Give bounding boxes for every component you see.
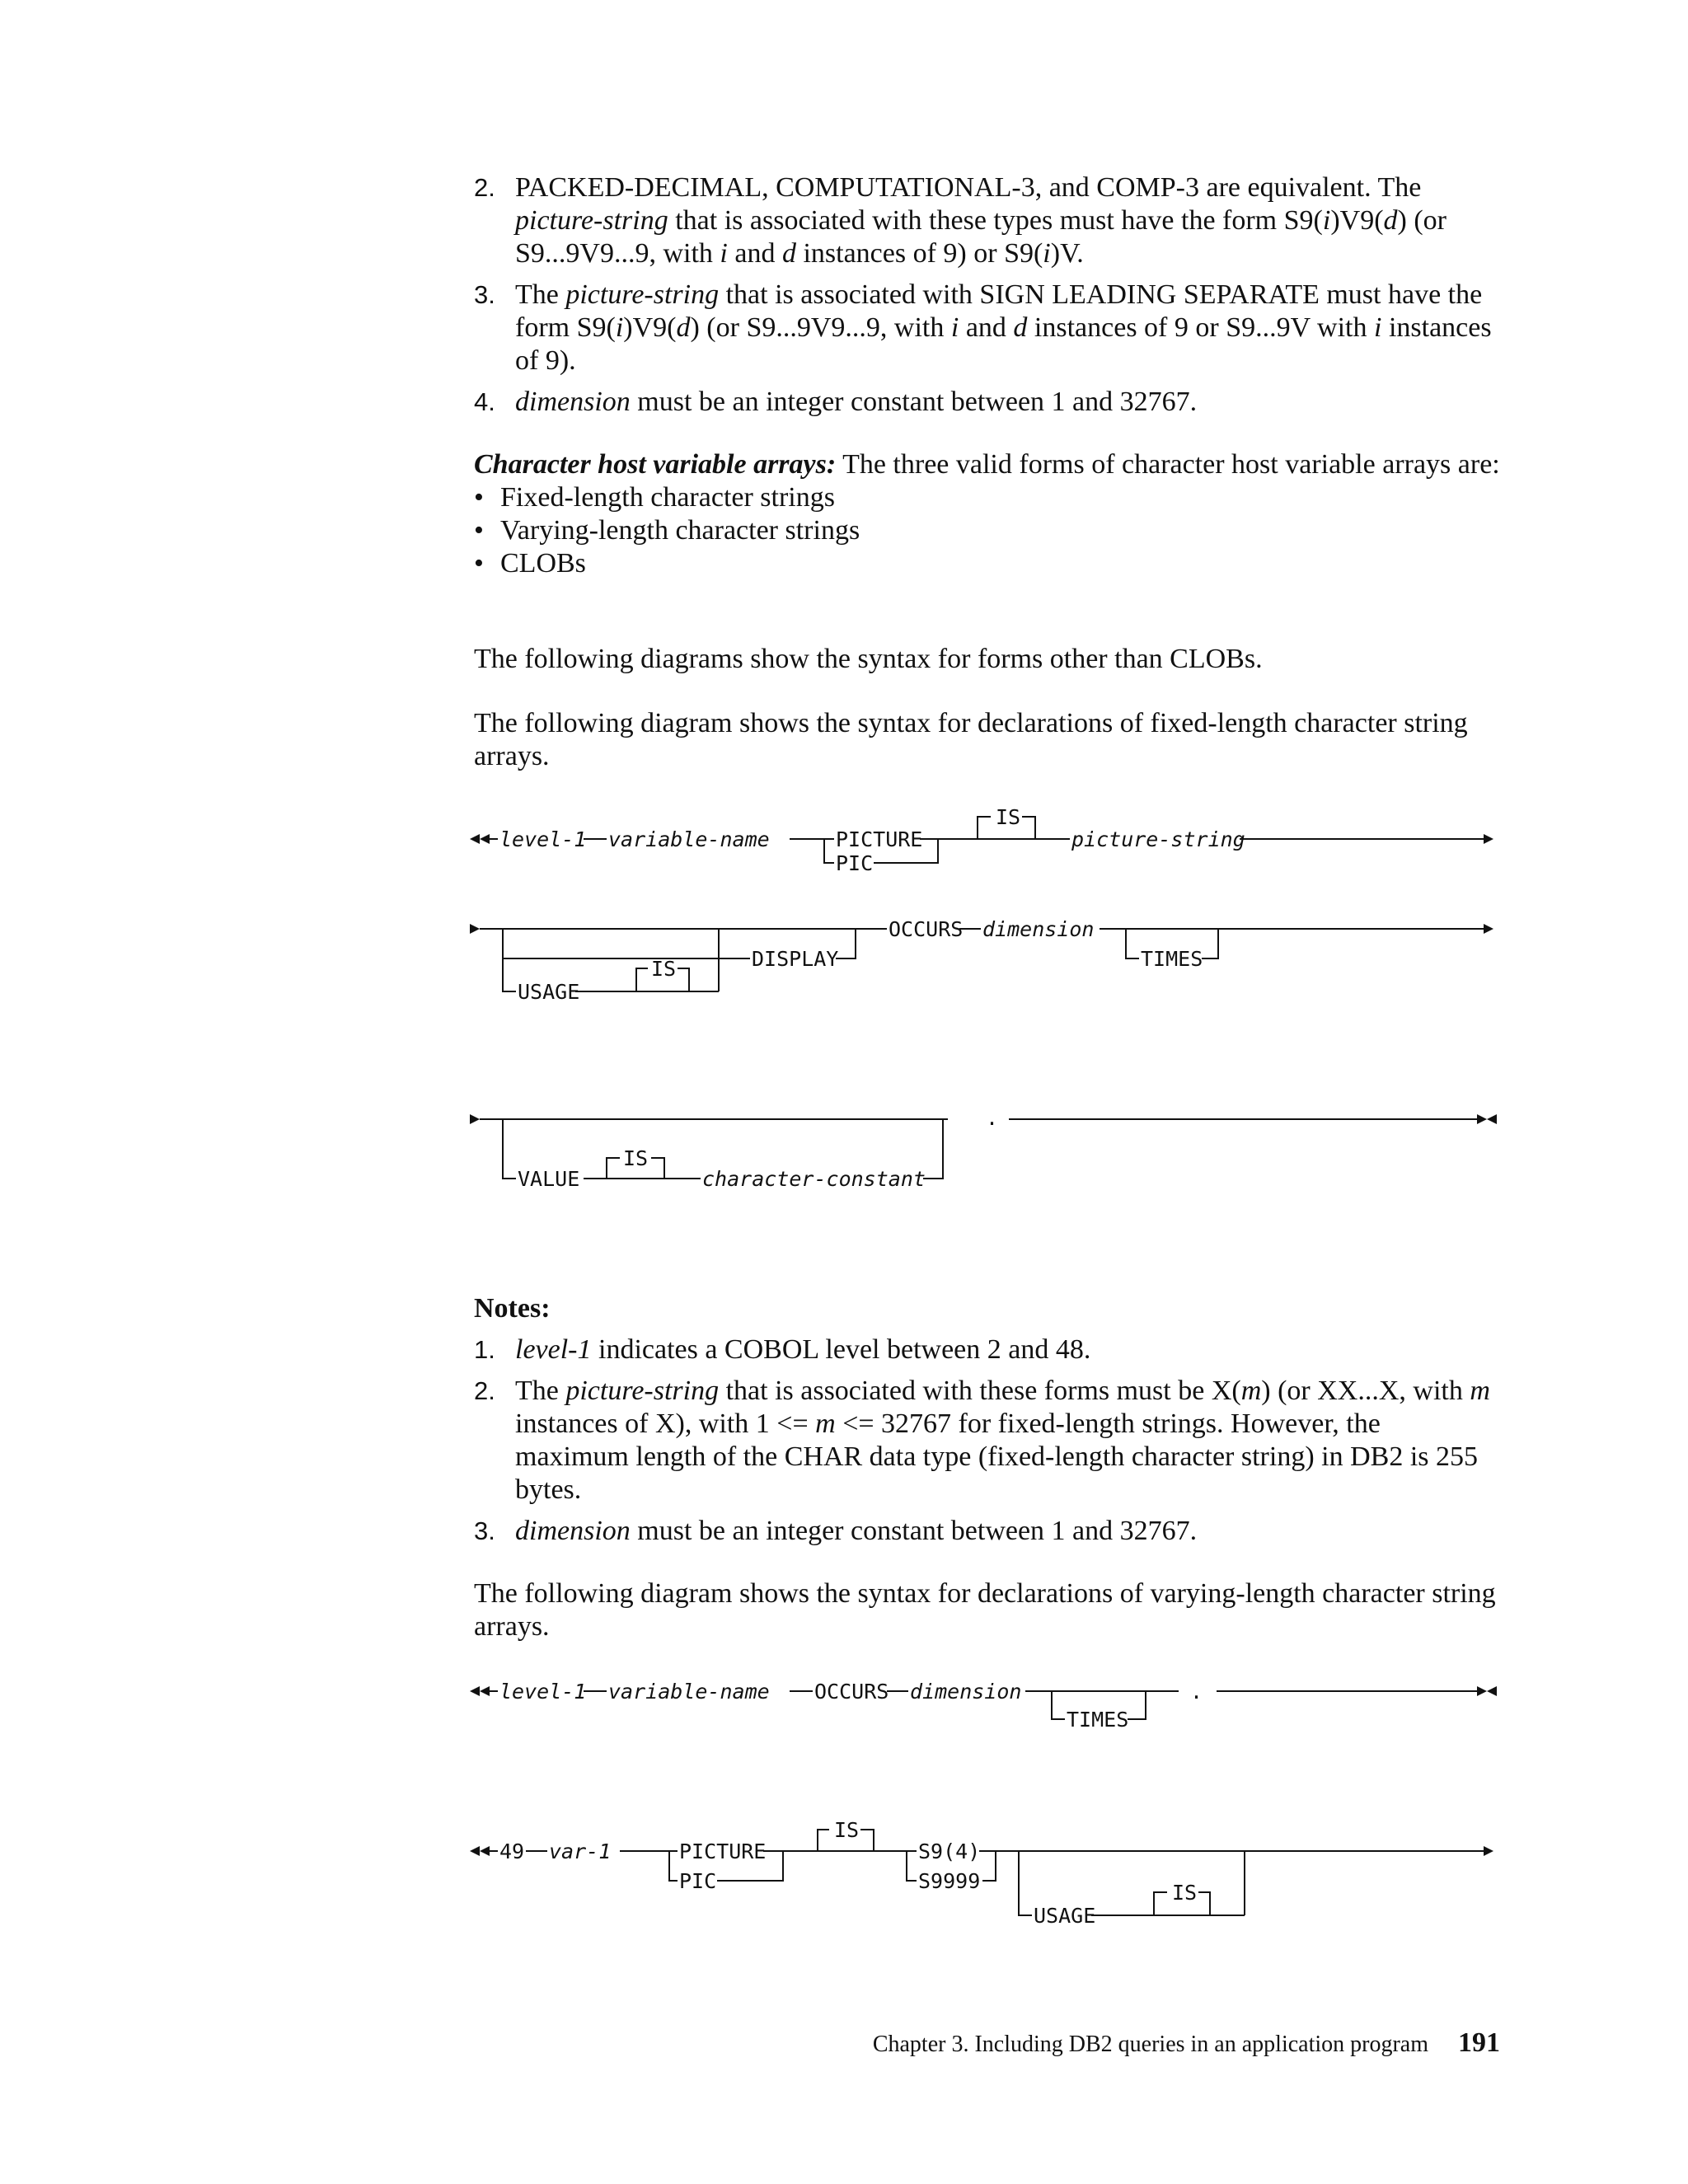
picture-keyword: PICTURE: [679, 1840, 767, 1863]
level-1-label: level-1: [499, 827, 587, 851]
s9999-keyword: S9999: [918, 1869, 981, 1893]
note-number: 2.: [474, 1376, 495, 1405]
usage-keyword: USAGE: [1034, 1904, 1096, 1928]
para-fixed: The following diagram shows the syntax for declarations of fixed-length character string arrays.: [474, 708, 1468, 771]
dimension-label: dimension: [910, 1680, 1022, 1704]
note-number: 4.: [474, 387, 495, 416]
start-arrow-icon: [480, 1686, 490, 1696]
note-text: dimension must be an integer constant between 1 and 32767.: [515, 387, 1198, 417]
is-keyword: IS: [623, 1146, 649, 1170]
continue-arrow-icon: [1484, 834, 1493, 844]
times-keyword: TIMES: [1067, 1708, 1129, 1732]
times-keyword: TIMES: [1141, 947, 1203, 971]
level-49-label: 49: [499, 1840, 525, 1863]
note-text: PACKED-DECIMAL, COMPUTATIONAL-3, and COMP-3 are equivalent. The picture-string that is associated with these types must have the form S9(i)V9(d) (or S9...9V9...9, with i and d instances of 9) or S9(i)V.: [515, 172, 1447, 269]
note-number: 3.: [474, 280, 495, 309]
usage-keyword: USAGE: [518, 980, 580, 1004]
char-arrays-intro: Character host variable arrays: The three valid forms of character host variable arrays are:: [474, 449, 1500, 480]
notes-heading: Notes:: [474, 1293, 551, 1324]
char-arrays-section: [474, 448, 1500, 580]
list-item: • Varying-length character strings: [474, 515, 860, 546]
notes-top-list: [474, 171, 1500, 427]
dimension-label: dimension: [982, 917, 1095, 941]
picture-string-label: picture-string: [1071, 827, 1245, 851]
occurs-keyword: OCCURS: [814, 1680, 889, 1704]
period-terminator: .: [1190, 1680, 1203, 1704]
note-item: [474, 1333, 1500, 1366]
end-arrow-icon: [1477, 1686, 1487, 1696]
note-item: [474, 279, 1500, 377]
note-item: [474, 1375, 1500, 1507]
start-arrow-icon: [470, 1686, 480, 1696]
is-keyword: IS: [834, 1818, 860, 1842]
period-terminator: .: [986, 1106, 999, 1130]
character-constant-label: character-constant: [702, 1167, 926, 1191]
char-arrays-bullets: [474, 481, 1500, 580]
note-text: The picture-string that is associated with these forms must be X(m) (or XX...X, with m instances of X), with 1 <= m <= 32767 for fixed-length strings. However, the maximum length of the CHAR data type (fixed-length character string) in DB2 is 255 bytes.: [515, 1376, 1490, 1505]
syntax-diagram-varying: [462, 1668, 1508, 1969]
page-footer: [873, 2027, 1500, 2059]
continue-arrow-icon: [1484, 924, 1493, 934]
list-item: • CLOBs: [474, 548, 586, 579]
note-item: [474, 386, 1500, 419]
is-keyword: IS: [996, 805, 1021, 829]
display-keyword: DISPLAY: [752, 947, 839, 971]
continue-arrow-icon: [470, 1114, 480, 1124]
s9-4-keyword: S9(4): [918, 1840, 981, 1863]
continue-arrow-icon: [470, 924, 480, 934]
is-keyword: IS: [1172, 1881, 1198, 1905]
pic-keyword: PIC: [679, 1869, 717, 1893]
note-text: level-1 indicates a COBOL level between 2 and 48.: [515, 1334, 1091, 1365]
char-arrays-heading: Character host variable arrays:: [474, 449, 837, 480]
level-1-label: level-1: [499, 1680, 587, 1704]
note-number: 3.: [474, 1516, 495, 1545]
start-arrow-icon: [470, 1846, 480, 1856]
para-varying: The following diagram shows the syntax for declarations of varying-length character string arrays.: [474, 1578, 1496, 1642]
note-number: 2.: [474, 173, 495, 202]
start-arrow-icon: [470, 834, 480, 844]
end-arrow-icon: [1477, 1114, 1487, 1124]
note-item: [474, 171, 1500, 270]
end-arrow-icon: [1487, 1686, 1497, 1696]
note-item: [474, 1515, 1500, 1548]
page-number: 191: [1458, 2027, 1500, 2058]
variable-name-label: variable-name: [608, 827, 770, 851]
value-keyword: VALUE: [518, 1167, 580, 1191]
var-1-label: var-1: [549, 1840, 612, 1863]
pic-keyword: PIC: [836, 851, 874, 875]
start-arrow-icon: [480, 834, 490, 844]
para-forms: The following diagrams show the syntax for forms other than CLOBs.: [474, 644, 1263, 674]
list-item: • Fixed-length character strings: [474, 482, 835, 513]
picture-keyword: PICTURE: [836, 827, 923, 851]
syntax-diagram-fixed: [462, 804, 1508, 1212]
continue-arrow-icon: [1484, 1846, 1493, 1856]
variable-name-label: variable-name: [608, 1680, 770, 1704]
note-text: dimension must be an integer constant between 1 and 32767.: [515, 1516, 1198, 1546]
notes-fixed-list: [474, 1333, 1500, 1556]
is-keyword: IS: [651, 957, 677, 981]
note-text: The picture-string that is associated with SIGN LEADING SEPARATE must have the form S9(i)V9(d) (or S9...9V9...9, with i and d instances of 9 or S9...9V with i instances of 9).: [515, 279, 1492, 376]
occurs-keyword: OCCURS: [889, 917, 964, 941]
start-arrow-icon: [480, 1846, 490, 1856]
end-arrow-icon: [1487, 1114, 1497, 1124]
chapter-title: Chapter 3. Including DB2 queries in an application program: [872, 2032, 1428, 2057]
note-number: 1.: [474, 1335, 495, 1364]
